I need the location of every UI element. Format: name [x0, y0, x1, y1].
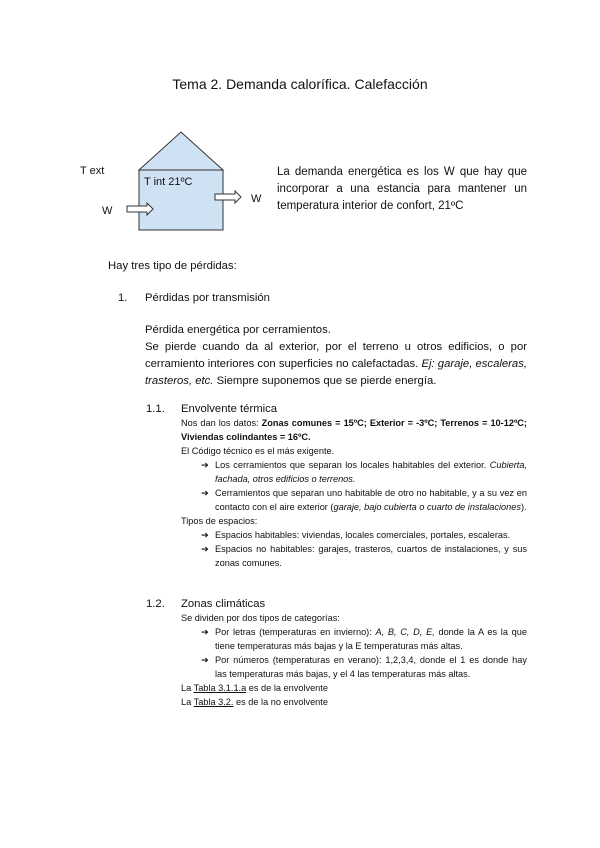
- section-1-1-list-a: [201, 458, 527, 514]
- list-item: [201, 653, 527, 681]
- table-3-2-link[interactable]: Tabla 3.2.: [193, 697, 234, 707]
- table-ref-1-pre: La: [181, 683, 194, 693]
- t-ext-label: T ext: [80, 165, 105, 177]
- list-item: [201, 528, 527, 542]
- list-item: [201, 542, 527, 570]
- list-item-text-end: donde la A es la que tiene temperaturas más bajas y la E temperaturas más altas.: [215, 627, 527, 651]
- spaces-title: Tipos de espacios:: [181, 516, 258, 526]
- list-item: [201, 625, 527, 653]
- list-item-italic: A, B, C, D, E,: [375, 627, 435, 637]
- section-1-para-end: Siempre suponemos que se pierde energía.: [213, 375, 437, 387]
- arrow-icon: ➔: [201, 460, 209, 470]
- section-1-para-italic: Ej: garaje, escaleras, trasteros, etc.: [145, 358, 527, 387]
- section-1-2-number: 1.2.: [146, 598, 165, 610]
- section-1-body: [145, 322, 527, 390]
- section-1-2-intro: Se dividen por dos tipos de categorías:: [181, 613, 340, 623]
- losses-intro: Hay tres tipo de pérdidas:: [108, 260, 237, 272]
- section-1-2-body: [181, 611, 527, 709]
- table-3-1-1a-link[interactable]: Tabla 3.1.1.a: [193, 683, 247, 693]
- section-1-para-start: Se pierde cuando da al exterior, por el terreno u otros edificios, o por cerramiento interiores con superficies no calefactadas.: [145, 341, 527, 370]
- section-1-heading: Pérdidas por transmisión: [145, 292, 270, 304]
- section-1-1-heading: Envolvente térmica: [181, 403, 278, 415]
- w-in-label: W: [102, 205, 113, 217]
- house-roof: [139, 132, 223, 170]
- section-1-1-data-values: Zonas comunes = 15ºC; Exterior = -3ºC; Terrenos = 10-12ºC; Viviendas colindantes = 16ºC.: [181, 418, 527, 442]
- section-1-1-number: 1.1.: [146, 403, 165, 415]
- arrow-icon: ➔: [201, 530, 209, 540]
- section-1-1-list-b: [201, 528, 527, 570]
- section-1-1-code-line: El Código técnico es el más exigente.: [181, 446, 335, 456]
- arrow-icon: ➔: [201, 627, 209, 637]
- table-ref-1: [181, 681, 527, 695]
- table-ref-2: [181, 695, 527, 709]
- list-item: [201, 458, 527, 486]
- arrow-icon: ➔: [201, 488, 209, 498]
- list-item: [201, 486, 527, 514]
- section-1-line1: Pérdida energética por cerramientos.: [145, 324, 331, 336]
- house-diagram: [75, 125, 275, 240]
- arrow-icon: ➔: [201, 655, 209, 665]
- section-1-1-data: [181, 416, 527, 444]
- list-item-text: Cerramientos que separan uno habitable de otro no habitable, y a su vez en contacto con el aire exterior (: [215, 488, 527, 512]
- table-ref-2-post: es de la no envolvente: [233, 697, 328, 707]
- table-ref-2-pre: La: [181, 697, 194, 707]
- section-1-paragraph: [145, 339, 527, 390]
- section-1-1-body: [181, 416, 527, 570]
- list-item-text-end: ).: [520, 502, 527, 512]
- intro-text: La demanda energética es los W que hay que incorporar a una estancia para mantener un temperatura interior de confort, 21ºC: [277, 166, 527, 212]
- list-item-text: Espacios no habitables: garajes, trasteros, cuartos de instalaciones, y sus zonas comunes.: [215, 544, 527, 568]
- w-out-label: W: [251, 193, 262, 205]
- t-int-label: T int 21ºC: [144, 176, 193, 188]
- list-item-text: Los cerramientos que separan los locales habitables del exterior.: [215, 460, 490, 470]
- section-1-1-data-lead: Nos dan los datos:: [181, 418, 262, 428]
- list-item-text: Por números (temperaturas en verano): 1,2,3,4, donde el 1 es donde hay las temperaturas más bajas, y el 4 las temperaturas más altas.: [215, 655, 527, 679]
- list-item-text: Espacios habitables: viviendas, locales comerciales, portales, escaleras.: [215, 530, 511, 540]
- section-1-2-heading: Zonas climáticas: [181, 598, 266, 610]
- arrow-icon: ➔: [201, 544, 209, 554]
- list-item-italic: Cubierta, fachada, otros edificios o terrenos.: [215, 460, 527, 484]
- list-item-text: Por letras (temperaturas en invierno):: [215, 627, 376, 637]
- page-title: Tema 2. Demanda calorífica. Calefacción: [172, 76, 428, 92]
- list-item-italic: garaje, bajo cubierta o cuarto de instalaciones: [333, 502, 521, 512]
- section-1-number: 1.: [118, 292, 128, 304]
- table-ref-1-post: es de la envolvente: [246, 683, 328, 693]
- section-1-2-list: [201, 625, 527, 681]
